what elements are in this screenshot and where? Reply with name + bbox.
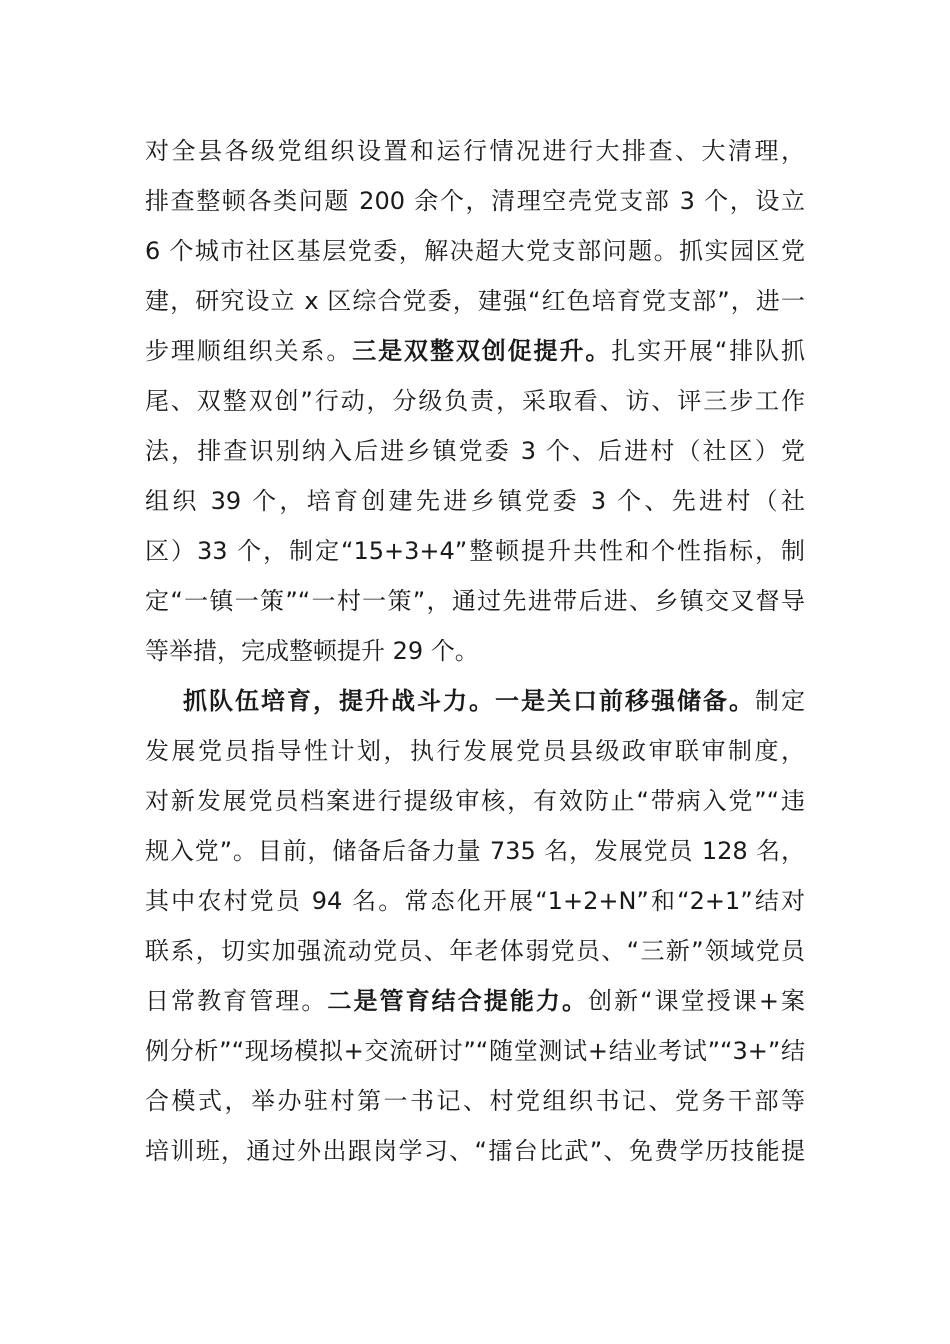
text-line <box>145 326 805 376</box>
text-line: 发展党员指导性计划，执行发展党员县级政审联审制度， <box>145 737 805 765</box>
text-line <box>145 676 805 726</box>
text-line: 排查整顿各类问题 200 余个，清理空壳党支部 3 个，设立 <box>145 187 805 215</box>
text-line: 例分析”“现场模拟+交流研讨”“随堂测试+结业考试”“3+”结 <box>145 1037 805 1065</box>
text-line: 等举措，完成整顿提升 29 个。 <box>145 637 479 665</box>
text-run: 步理顺组织关系。 <box>145 337 353 365</box>
text-line: 培训班，通过外出跟岗学习、“擂台比武”、免费学历技能提 <box>145 1137 805 1165</box>
bold-heading-run: 三是双整双创促提升。 <box>352 337 612 365</box>
text-run: 创新“课堂授课+案 <box>588 987 806 1015</box>
text-line <box>145 976 805 1026</box>
text-line: 对新发展党员档案进行提级审核，有效防止“带病入党”“违 <box>145 787 805 815</box>
text-line: 对全县各级党组织设置和运行情况进行大排查、大清理， <box>145 137 805 165</box>
text-run: 扎实开展“排队抓 <box>611 337 806 365</box>
text-line: 尾、双整双创”行动，分级负责，采取看、访、评三步工作 <box>145 387 805 415</box>
text-run: 日常教育管理。 <box>145 987 328 1015</box>
text-run: 制定 <box>755 687 805 715</box>
text-line: 定“一镇一策”“一村一策”，通过先进带后进、乡镇交叉督导 <box>145 587 805 615</box>
text-line: 组织 39 个，培育创建先进乡镇党委 3 个、先进村（社 <box>145 487 805 515</box>
text-line: 区）33 个，制定“15+3+4”整顿提升共性和个性指标，制 <box>145 537 805 565</box>
text-line: 建，研究设立 x 区综合党委，建强“红色培育党支部”，进一 <box>145 287 805 315</box>
text-line: 6 个城市社区基层党委，解决超大党支部问题。抓实园区党 <box>145 237 805 265</box>
text-line: 其中农村党员 94 名。常态化开展“1+2+N”和“2+1”结对 <box>145 887 805 915</box>
text-line: 法，排查识别纳入后进乡镇党委 3 个、后进村（社区）党 <box>145 437 805 465</box>
bold-heading-run: 抓队伍培育，提升战斗力。一是关口前移强储备。 <box>183 687 755 715</box>
text-line: 规入党”。目前，储备后备力量 735 名，发展党员 128 名， <box>145 837 805 865</box>
text-line: 合模式，举办驻村第一书记、村党组织书记、党务干部等 <box>145 1087 805 1115</box>
paragraph-2 <box>145 676 805 1176</box>
paragraph-1 <box>145 126 805 676</box>
text-line: 联系，切实加强流动党员、年老体弱党员、“三新”领域党员 <box>145 937 805 965</box>
bold-heading-run: 二是管育结合提能力。 <box>327 987 589 1015</box>
